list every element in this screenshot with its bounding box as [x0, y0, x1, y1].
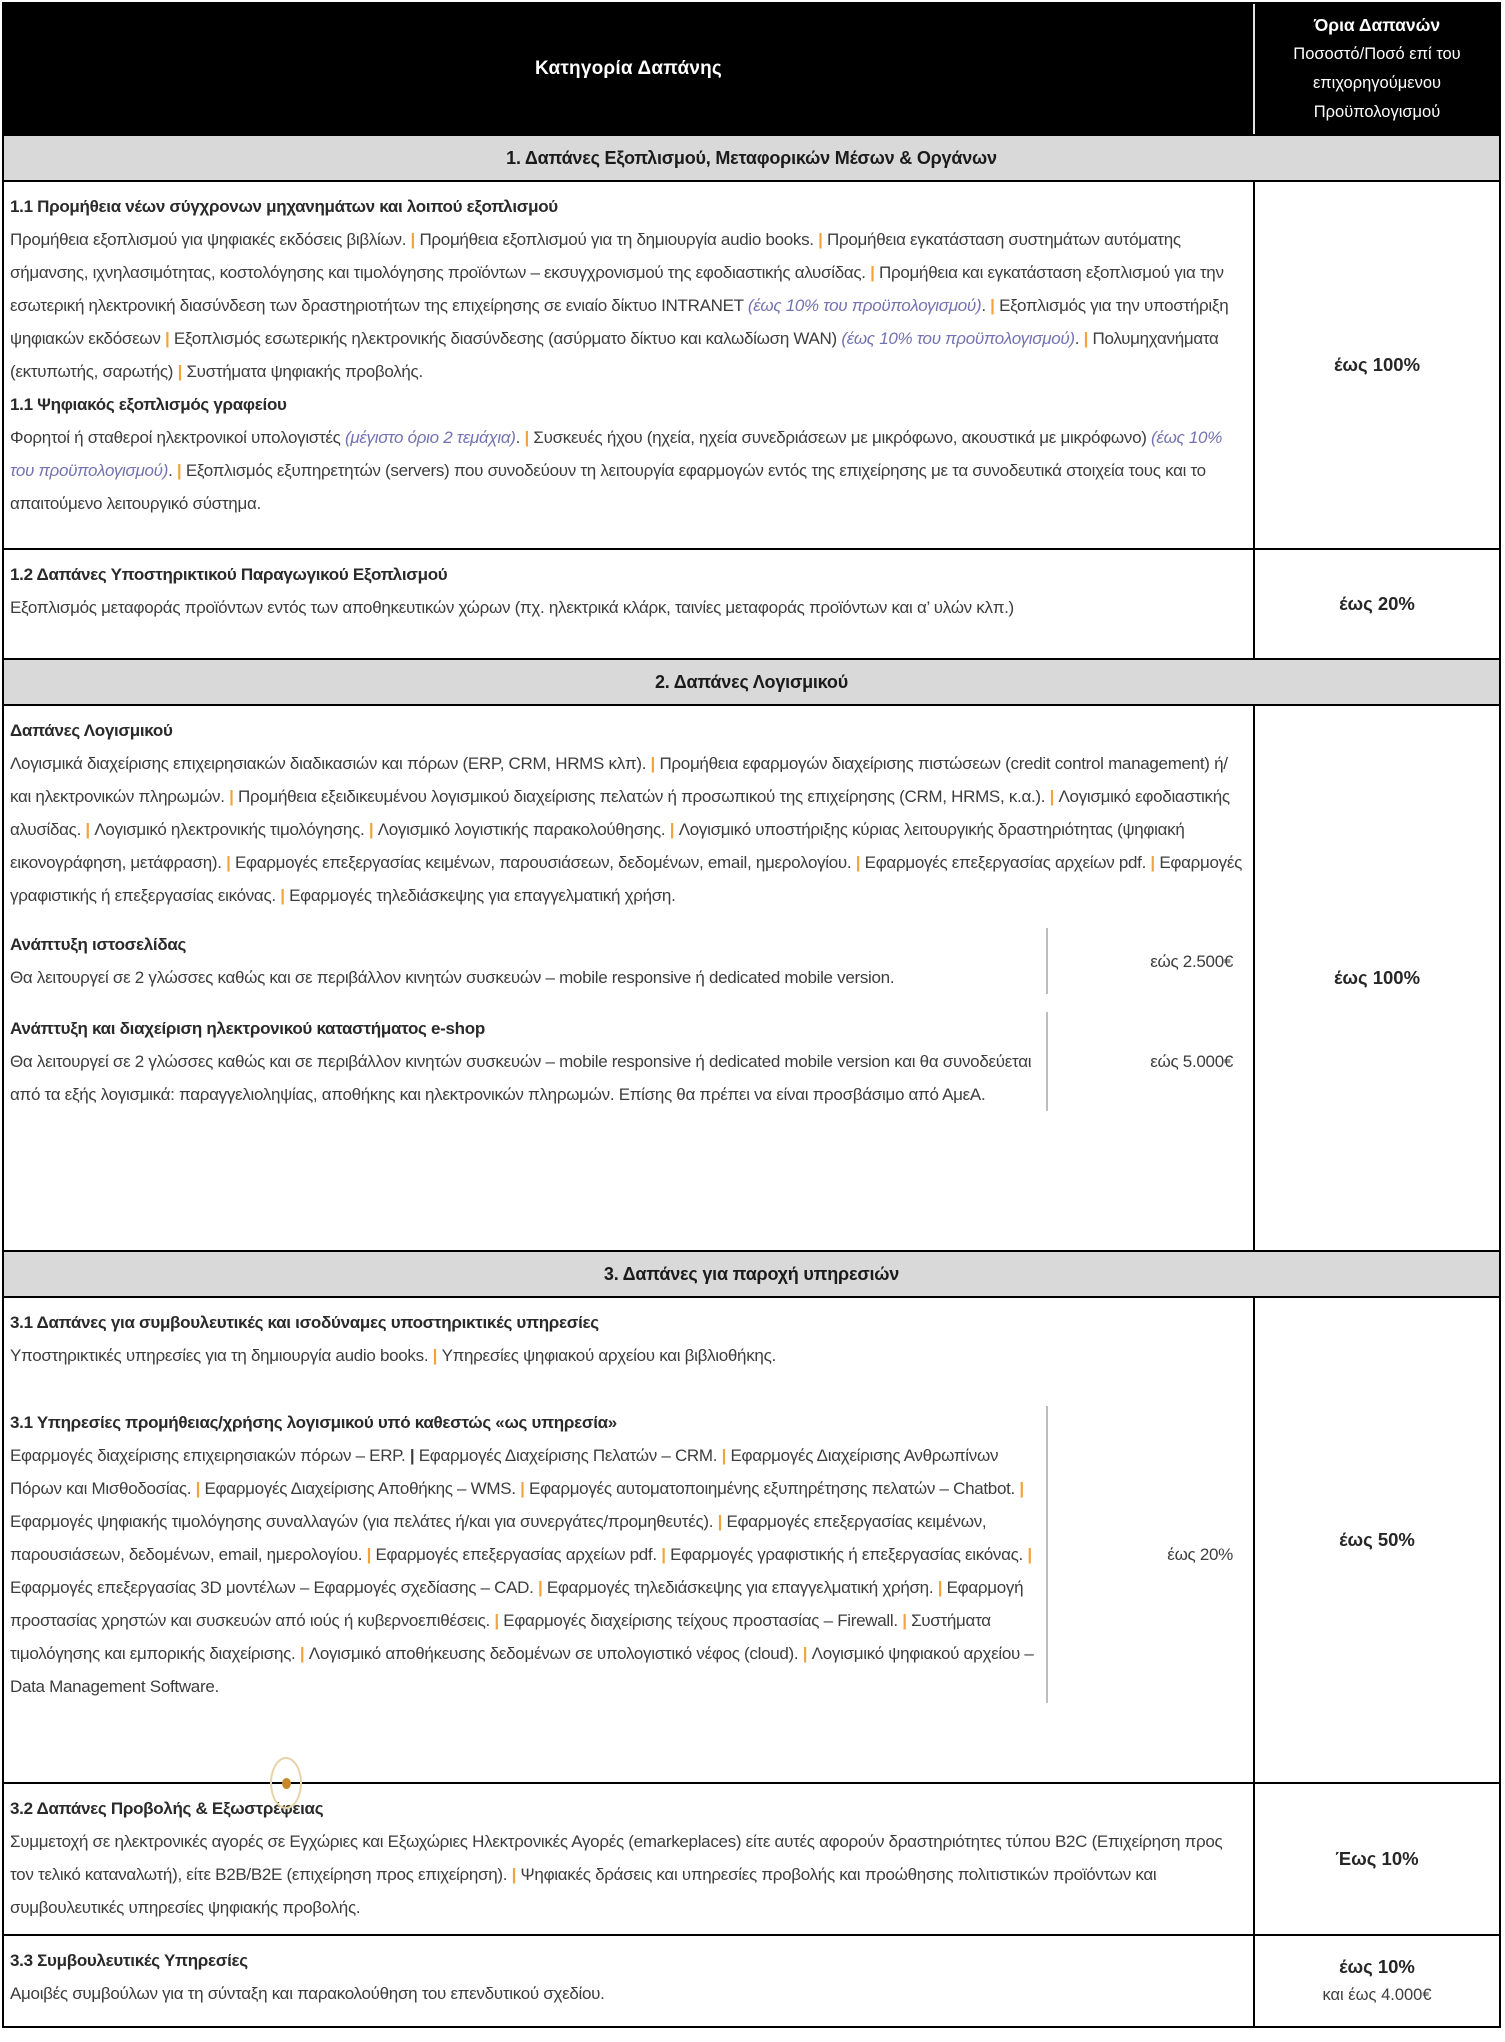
row-3-1-heading-consulting-support: 3.1 Δαπάνες για συμβουλευτικές και ισοδύναμες υποστηρικτικές υπηρεσίες: [10, 1313, 599, 1332]
section-3-bar: 3. Δαπάνες για παροχή υπηρεσιών: [4, 1250, 1499, 1298]
subrow-saas-amount: έως 20%: [1046, 1406, 1243, 1703]
subrow-website-paragraph: Θα λειτουργεί σε 2 γλώσσες καθώς και σε περιβάλλον κινητών συσκευών – mobile responsive ή dedicated mobile version.: [10, 968, 895, 987]
row-3-1-paragraph-support: Υποστηρικτικές υπηρεσίες για τη δημιουργία audio books. | Υπηρεσίες ψηφιακού αρχείου και βιβλιοθήκης.: [10, 1346, 776, 1365]
subrow-website-heading: Ανάπτυξη ιστοσελίδας: [10, 935, 187, 954]
row-3-2-heading: 3.2 Δαπάνες Προβολής & Εξωστρέφειας: [10, 1799, 324, 1818]
subrow-saas-paragraph: Εφαρμογές διαχείρισης επιχειρησιακών πόρων – ERP. | Εφαρμογές Διαχείρισης Πελατών – CRM. | Εφαρμογές Διαχείρισης Ανθρωπίνων Πόρων και Μισθοδοσίας. | Εφαρμογές Διαχείρισης Αποθήκης – WMS. | Εφαρμογές αυτοματοποιημένης εξυπηρέτησης πελατών – Chatbot. | Εφαρμογές ψηφιακής τιμολόγησης συναλλαγών (για πελάτες ή/και για συνεργάτες/προμηθευτές). | Εφαρμογές επεξεργασίας κειμένων, παρουσιάσεων, δεδομένων, email, ημερολογίου. | Εφαρμογές επεξεργασίας αρχείων pdf. | Εφαρμογές γραφιστικής ή επεξεργασίας εικόνας. | Εφαρμογές επεξεργασίας 3D μοντέλων – Εφαρμογές σχεδίασης – CAD. | Εφαρμογές τηλεδιάσκεψης για επαγγελματική χρήση. | Εφαρμογή προστασίας χρηστών και συσκευών από ιούς ή κυβερνοεπιθέσεις. | Εφαρμογές διαχείρισης τείχους προστασίας – Firewall. | Συστήματα τιμολόγησης και εμπορικής διαχείρισης. | Λογισμικό αποθήκευσης δεδομένων σε υπολογιστικό νέφος (cloud). | Λογισμικό ψηφιακού αρχείου – Data Management Software.: [10, 1446, 1034, 1696]
expense-table: [2, 2, 1501, 2028]
header-limits-subtitle-line: Ποσοστό/Ποσό επί του: [1293, 45, 1461, 63]
row-3-3-heading: 3.3 Συμβουλευτικές Υπηρεσίες: [10, 1951, 248, 1970]
subrow-eshop-amount: εώς 5.000€: [1046, 1012, 1243, 1111]
row-1-1-paragraph-office-equipment: Φορητοί ή σταθεροί ηλεκτρονικοί υπολογιστές (μέγιστο όριο 2 τεμάχια). | Συσκευές ήχου (ηχεία, ηχεία συνεδριάσεων με μικρόφωνο, ακουστικά με μικρόφωνο) (έως 10% του προϋπολογισμού). | Εξοπλισμός εξυπηρετητών (servers) που συνοδεύουν τη λειτουργία εφαρμογών εντός της επιχείρησης με τα συνοδευτικά στοιχεία τους και το απαιτούμενο λειτουργικό σύστημα.: [10, 428, 1223, 513]
row-1-1-heading-machinery: 1.1 Προμήθεια νέων σύγχρονων μηχανημάτων και λοιπού εξοπλισμού: [10, 197, 558, 216]
cursor-click-indicator: [270, 1757, 302, 1809]
row-1-2-paragraph: Εξοπλισμός μεταφοράς προϊόντων εντός των αποθηκευτικών χώρων (πχ. ηλεκτρικά κλάρκ, ταινίες μεταφοράς προϊόντων και α’ υλών κλπ.): [10, 598, 1014, 617]
subrow-eshop-text: [10, 1012, 1046, 1111]
row-2-paragraph-software: Λογισμικά διαχείρισης επιχειρησιακών διαδικασιών και πόρων (ERP, CRM, HRMS κλπ). | Προμήθεια εφαρμογών διαχείρισης πιστώσεων (credit control management) ή/και ηλεκτρονικών πληρωμών. | Προμήθεια εξειδικευμένου λογισμικού διαχείρισης πελατών ή προσωπικού της επιχείρησης (CRM, HRMS, κ.α.). | Λογισμικό εφοδιαστικής αλυσίδας. | Λογισμικό ηλεκτρονικής τιμολόγησης. | Λογισμικό λογιστικής παρακολούθησης. | Λογισμικό υποστήριξης κύριας λειτουργικής δραστηριότητας (ψηφιακή εικονογράφηση, μετάφραση). | Εφαρμογές επεξεργασίας κειμένων, παρουσιάσεων, δεδομένων, email, ημερολογίου. | Εφαρμογές επεξεργασίας αρχείων pdf. | Εφαρμογές γραφιστικής ή επεξεργασίας εικόνας. | Εφαρμογές τηλεδιάσκεψης για επαγγελματική χρήση.: [10, 754, 1242, 905]
row-3-2-limit: Έως 10%: [1253, 1784, 1499, 1934]
row-1-2-limit: έως 20%: [1253, 550, 1499, 658]
header-limits-subtitle-line: επιχορηγούμενου: [1312, 74, 1442, 92]
subrow-eshop-heading: Ανάπτυξη και διαχείριση ηλεκτρονικού καταστήματος e-shop: [10, 1019, 485, 1038]
cursor-dot-icon: [282, 1778, 291, 1789]
row-1-1-paragraph-machinery: Προμήθεια εξοπλισμού για ψηφιακές εκδόσεις βιβλίων. | Προμήθεια εξοπλισμού για τη δημιουργία audio books. | Προμήθεια εγκατάσταση συστημάτων αυτόματης σήμανσης, ιχνηλασιμότητας, κοστολόγησης και τιμολόγησης προϊόντων – εκσυγχρονισμού της εφοδιαστικής αλυσίδας. | Προμήθεια και εγκατάσταση εξοπλισμού για την εσωτερική ηλεκτρονική διασύνδεση των δραστηριοτήτων της επιχείρησης σε ενιαίο δίκτυο INTRANET (έως 10% του προϋπολογισμού). | Εξοπλισμός για την υποστήριξη ψηφιακών εκδόσεων | Εξοπλισμός εσωτερικής ηλεκτρονικής διασύνδεσης (ασύρματο δίκτυο και καλωδίωση WAN) (έως 10% του προϋπολογισμού). | Πολυμηχανήματα (εκτυπωτής, σαρωτής) | Συστήματα ψηφιακής προβολής.: [10, 230, 1229, 381]
subrow-website-amount: εώς 2.500€: [1046, 928, 1243, 994]
row-3-1-content: [4, 1298, 1253, 1782]
row-2-limit: έως 100%: [1253, 706, 1499, 1250]
row-2-software: [4, 706, 1499, 1250]
row-1-1-heading-office-equipment: 1.1 Ψηφιακός εξοπλισμός γραφείου: [10, 395, 287, 414]
row-3-2-content: [4, 1784, 1253, 1934]
row-1-2-heading: 1.2 Δαπάνες Υποστηρικτικού Παραγωγικού Εξοπλισμού: [10, 565, 448, 584]
subrow-saas-heading: 3.1 Υπηρεσίες προμήθειας/χρήσης λογισμικού υπό καθεστώς «ως υπηρεσία»: [10, 1413, 617, 1432]
row-2-heading-software: Δαπάνες Λογισμικού: [10, 721, 173, 740]
row-3-2: [4, 1782, 1499, 1934]
table-header: [4, 4, 1499, 134]
header-limits-cell: [1253, 4, 1499, 134]
row-1-2-content: [4, 550, 1253, 658]
row-1-1-limit: έως 100%: [1253, 182, 1499, 548]
row-1-2: [4, 548, 1499, 658]
subrow-eshop: [10, 1012, 1243, 1111]
row-3-3-paragraph: Αμοιβές συμβούλων για τη σύνταξη και παρακολούθηση του επενδυτικού σχεδίου.: [10, 1984, 605, 2003]
subrow-website-text: [10, 928, 1046, 994]
row-2-content: [4, 706, 1253, 1250]
header-limits-title: Όρια Δαπανών: [1313, 15, 1441, 35]
subrow-saas-text: [10, 1406, 1046, 1703]
subrow-eshop-paragraph: Θα λειτουργεί σε 2 γλώσσες καθώς και σε περιβάλλον κινητών συσκευών – mobile responsive ή dedicated mobile version και θα συνοδεύεται από τα εξής λογισμικά: παραγγελιοληψίας, αποθήκης και ηλεκτρονικών πληρωμών. Επίσης θα πρέπει να είναι προσβάσιμο από ΑμεΑ.: [10, 1052, 1032, 1104]
row-3-3-content: [4, 1936, 1253, 2026]
header-category-label: Κατηγορία Δαπάνης: [535, 58, 722, 79]
row-3-3-limit-percent: έως 10%: [1339, 1956, 1415, 1977]
row-3-1: [4, 1298, 1499, 1782]
section-2-bar: 2. Δαπάνες Λογισμικού: [4, 658, 1499, 706]
row-3-1-limit: έως 50%: [1253, 1298, 1499, 1782]
row-3-2-paragraph: Συμμετοχή σε ηλεκτρονικές αγορές σε Εγχώριες και Εξωχώριες Ηλεκτρονικές Αγορές (emarkeplaces) είτε αυτές αφορούν δραστηριότητες τύπου B2C (Επιχείρηση προς τον τελικό καταναλωτή), είτε B2B/B2E (επιχείρηση προς επιχείρηση). | Ψηφιακές δράσεις και υπηρεσίες προβολής και προώθησης πολιτιστικών προϊόντων και συμβουλευτικές υπηρεσίες ψηφιακής προβολής.: [10, 1832, 1223, 1917]
subrow-saas: [10, 1406, 1243, 1703]
section-1-bar: 1. Δαπάνες Εξοπλισμού, Μεταφορικών Μέσων & Οργάνων: [4, 134, 1499, 182]
row-1-1-content: [4, 182, 1253, 548]
row-3-3: [4, 1934, 1499, 2026]
subrow-website: [10, 928, 1243, 994]
row-3-3-limit: [1253, 1936, 1499, 2026]
header-limits-subtitle-line: Προϋπολογισμού: [1313, 103, 1441, 121]
row-3-3-limit-amount: και έως 4.000€: [1322, 1986, 1432, 2004]
row-1-1: [4, 182, 1499, 548]
